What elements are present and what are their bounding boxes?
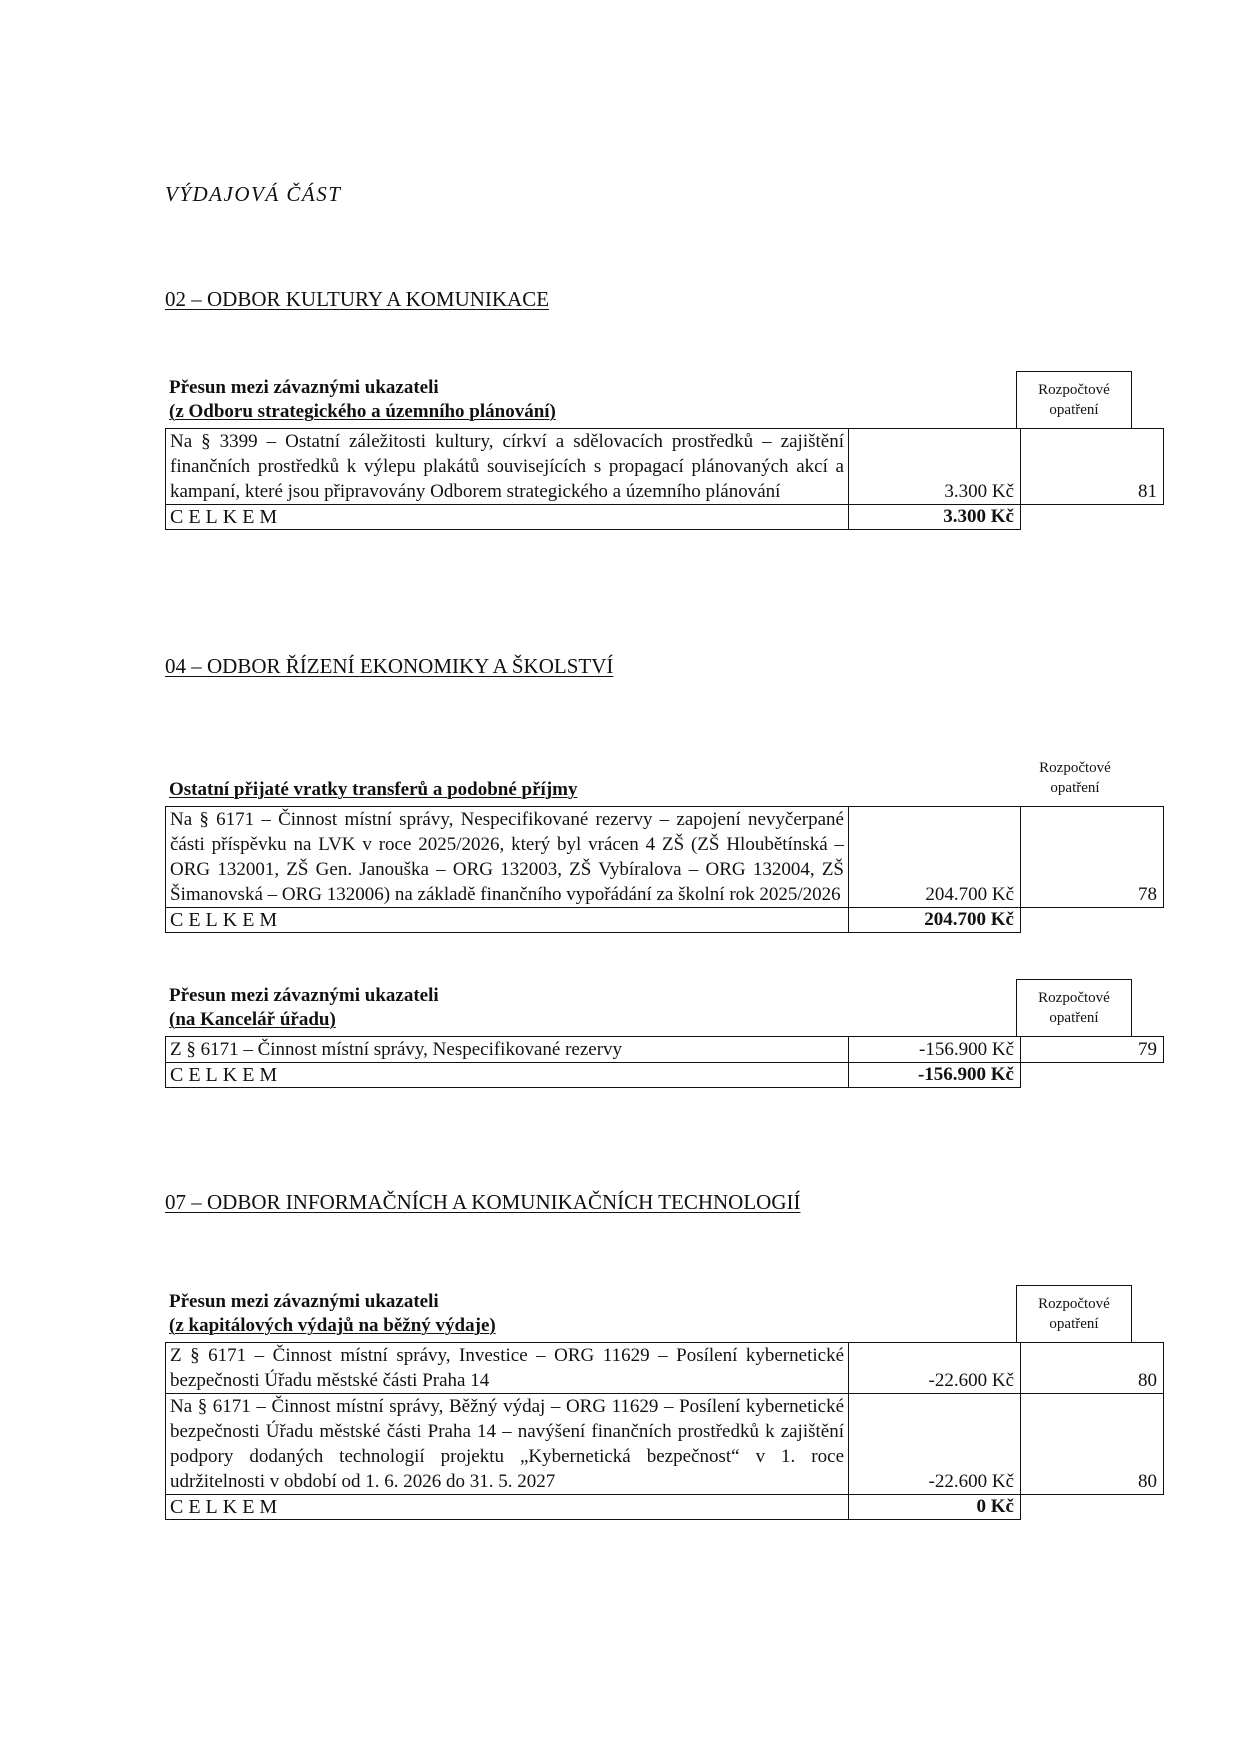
budget-table: [165, 1342, 1164, 1520]
section-header: [165, 976, 1132, 1036]
rozpoctove-opatreni-header: Rozpočtové opatření: [1039, 760, 1111, 796]
total-empty-cell: [1021, 1495, 1164, 1520]
table-row: [166, 1394, 1164, 1495]
row-amount: -22.600 Kč: [849, 1394, 1021, 1495]
budget-table: [165, 428, 1164, 530]
section-title: [169, 778, 577, 802]
row-ro-number: 79: [1021, 1037, 1164, 1063]
total-row: [166, 505, 1164, 530]
row-ro-number: 78: [1021, 807, 1164, 908]
total-amount: -156.900 Kč: [849, 1063, 1021, 1088]
section-04-returns: [165, 746, 1157, 933]
page-heading: VÝDAJOVÁ ČÁST: [165, 182, 342, 206]
row-amount: 204.700 Kč: [849, 807, 1021, 908]
total-empty-cell: [1021, 1063, 1164, 1088]
row-ro-number: 80: [1021, 1343, 1164, 1394]
section-title: [169, 984, 439, 1032]
section-title-line-1: Přesun mezi závaznými ukazateli: [169, 1291, 439, 1312]
row-description: Z § 6171 – Činnost místní správy, Nespecifikované rezervy: [166, 1037, 849, 1063]
section-04-transfer: [165, 976, 1157, 1088]
row-description: Na § 6171 – Činnost místní správy, Nespecifikované rezervy – zapojení nevyčerpané části příspěvku na LVK v roce 2025/2026, který byl vrácen 4 ZŠ (ZŠ Hloubětínská – ORG 132001, ZŠ Gen. Janouška – ORG 132003, ZŠ Vybíralova – ORG 132004, ZŠ Šimanovská – ORG 132006) na základě finančního vypořádání za školní rok 2025/2026: [166, 807, 849, 908]
total-empty-cell: [1021, 505, 1164, 530]
total-label: CELKEM: [166, 1495, 849, 1520]
table-row: [166, 1037, 1164, 1063]
total-empty-cell: [1021, 908, 1164, 933]
section-title-line-2: (z kapitálových výdajů na běžný výdaje): [169, 1315, 496, 1336]
table-row: [166, 807, 1164, 908]
total-amount: 0 Kč: [849, 1495, 1021, 1520]
total-row: [166, 1063, 1164, 1088]
section-title-line-1: Přesun mezi závaznými ukazateli: [169, 377, 439, 398]
total-row: [166, 908, 1164, 933]
rozpoctove-opatreni-header: Rozpočtové opatření: [1016, 979, 1132, 1036]
total-row: [166, 1495, 1164, 1520]
section-title: [169, 1290, 496, 1338]
row-amount: -22.600 Kč: [849, 1343, 1021, 1394]
row-ro-number: 80: [1021, 1394, 1164, 1495]
section-07-transfer: [165, 1282, 1157, 1520]
row-amount: 3.300 Kč: [849, 429, 1021, 505]
dept-07-title: 07 – ODBOR INFORMAČNÍCH A KOMUNIKAČNÍCH TECHNOLOGIÍ: [165, 1190, 801, 1214]
total-label: CELKEM: [166, 908, 849, 933]
rozpoctove-opatreni-header: Rozpočtové opatření: [1016, 1285, 1132, 1342]
rozpoctove-opatreni-header: Rozpočtové opatření: [1016, 371, 1132, 428]
table-row: [166, 429, 1164, 505]
total-label: CELKEM: [166, 1063, 849, 1088]
budget-table: [165, 806, 1164, 933]
row-ro-number: 81: [1021, 429, 1164, 505]
table-row: [166, 1343, 1164, 1394]
section-title-line-2: (z Odboru strategického a územního plánování): [169, 401, 556, 422]
section-title-line-2: (na Kancelář úřadu): [169, 1009, 336, 1030]
section-header: [165, 1282, 1132, 1342]
section-02-transfer: [165, 368, 1157, 530]
section-header: [165, 746, 1132, 806]
dept-04-title: 04 – ODBOR ŘÍZENÍ EKONOMIKY A ŠKOLSTVÍ: [165, 654, 614, 678]
budget-table: [165, 1036, 1164, 1088]
row-description: Z § 6171 – Činnost místní správy, Investice – ORG 11629 – Posílení kybernetické bezpečnosti Úřadu městské části Praha 14: [166, 1343, 849, 1394]
section-title-line-1: Přesun mezi závaznými ukazateli: [169, 985, 439, 1006]
dept-02-title: 02 – ODBOR KULTURY A KOMUNIKACE: [165, 287, 550, 311]
total-label: CELKEM: [166, 505, 849, 530]
total-amount: 204.700 Kč: [849, 908, 1021, 933]
section-title-line-1: Ostatní přijaté vratky transferů a podobné příjmy: [169, 779, 578, 800]
section-title: [169, 376, 556, 424]
section-header: [165, 368, 1132, 428]
row-description: Na § 3399 – Ostatní záležitosti kultury, církví a sdělovacích prostředků – zajištění finančních prostředků k výlepu plakátů souvisejících s propagací plánovaných akcí a kampaní, které jsou připravovány Odborem strategického a územního plánování: [166, 429, 849, 505]
row-amount: -156.900 Kč: [849, 1037, 1021, 1063]
row-description: Na § 6171 – Činnost místní správy, Běžný výdaj – ORG 11629 – Posílení kybernetické bezpečnosti Úřadu městské části Praha 14 – navýšení finančních prostředků k zajištění podpory dodaných technologií projektu „Kybernetická bezpečnost“ v 1. roce udržitelnosti v období od 1. 6. 2026 do 31. 5. 2027: [166, 1394, 849, 1495]
total-amount: 3.300 Kč: [849, 505, 1021, 530]
